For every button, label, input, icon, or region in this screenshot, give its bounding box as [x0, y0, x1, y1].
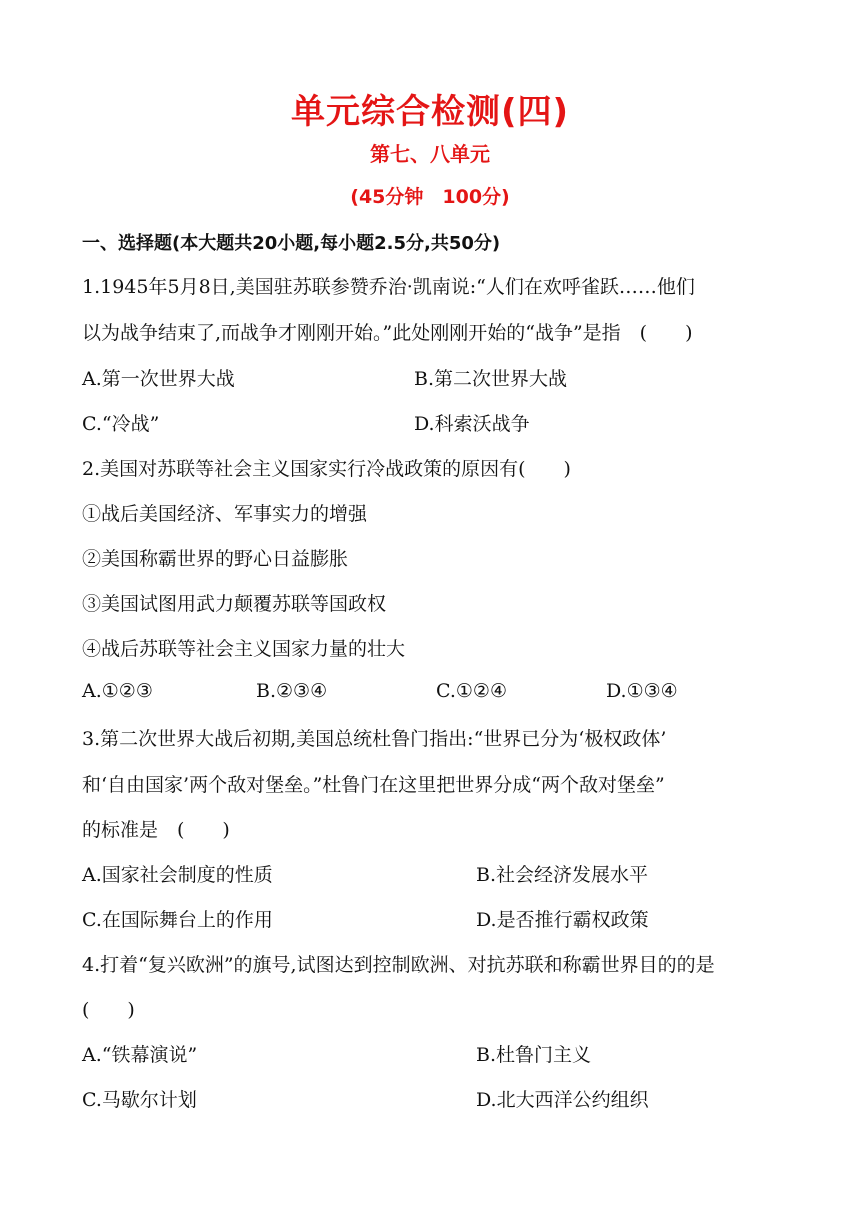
question-2-option-c: C.①②④: [436, 680, 507, 702]
page-subtitle: 第七、八单元: [370, 142, 490, 166]
question-4-option-b: B.杜鲁门主义: [476, 1044, 592, 1066]
question-2-statement-3: ③美国试图用武力颠覆苏联等国政权: [82, 593, 387, 615]
question-4-stem-line-2: ( ): [82, 999, 135, 1021]
question-2-statement-4: ④战后苏联等社会主义国家力量的壮大: [82, 638, 406, 660]
question-4-stem-line-1: 4.打着“复兴欧洲”的旗号,试图达到控制欧洲、对抗苏联和称霸世界目的的是: [82, 954, 715, 976]
question-1-option-a: A.第一次世界大战: [82, 368, 235, 390]
question-2-statement-1: ①战后美国经济、军事实力的增强: [82, 503, 368, 525]
question-3-stem-line-3: 的标准是 ( ): [82, 819, 230, 841]
question-3-option-a: A.国家社会制度的性质: [82, 864, 273, 886]
question-3-stem-line-2: 和‘自由国家’两个敌对堡垒。”杜鲁门在这里把世界分成“两个敌对堡垒”: [82, 774, 665, 796]
question-2-option-a: A.①②③: [82, 680, 153, 702]
question-3-option-c: C.在国际舞台上的作用: [82, 909, 273, 931]
section-heading: 一、选择题(本大题共20小题,每小题2.5分,共50分): [82, 233, 501, 254]
question-3-stem-line-1: 3.第二次世界大战后初期,美国总统杜鲁门指出:“世界已分为‘极权政体’: [82, 728, 667, 750]
page-title: 单元综合检测(四): [290, 92, 570, 132]
question-3-option-d: D.是否推行霸权政策: [476, 909, 649, 931]
question-2-statement-2: ②美国称霸世界的野心日益膨胀: [82, 548, 349, 570]
question-1-stem-line-2: 以为战争结束了,而战争才刚刚开始。”此处刚刚开始的“战争”是指 ( ): [82, 322, 693, 344]
question-1-option-c: C.“冷战”: [82, 413, 160, 435]
question-2-option-d: D.①③④: [606, 680, 678, 702]
question-1-option-b: B.第二次世界大战: [414, 368, 568, 390]
question-3-option-b: B.社会经济发展水平: [476, 864, 649, 886]
time-and-score-info: (45分钟 100分): [350, 186, 510, 208]
question-2-option-b: B.②③④: [256, 680, 328, 702]
question-4-option-c: C.马歇尔计划: [82, 1089, 197, 1111]
question-1-stem-line-1: 1.1945年5月8日,美国驻苏联参赞乔治·凯南说:“人们在欢呼雀跃……他们: [82, 276, 695, 298]
question-1-option-d: D.科索沃战争: [414, 413, 530, 435]
question-4-option-a: A.“铁幕演说”: [82, 1044, 198, 1066]
question-4-option-d: D.北大西洋公约组织: [476, 1089, 649, 1111]
question-2-stem-line-1: 2.美国对苏联等社会主义国家实行冷战政策的原因有( ): [82, 458, 571, 480]
